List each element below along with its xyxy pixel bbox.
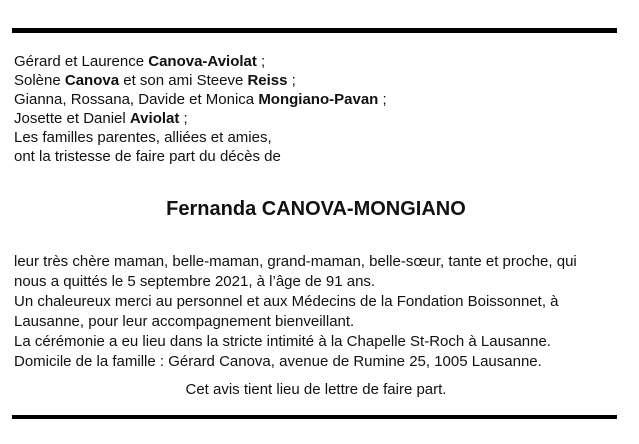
intro-line-text: ; bbox=[287, 72, 296, 89]
notice-body bbox=[14, 252, 622, 372]
intro-line bbox=[14, 71, 618, 90]
body-line: leur très chère maman, belle-maman, grand-maman, belle-sœur, tante et proche, qui bbox=[14, 253, 577, 270]
family-surname: Canova bbox=[64, 72, 120, 89]
body-line: Un chaleureux merci au personnel et aux Médecins de la Fondation Boissonnet, à bbox=[14, 293, 559, 310]
top-rule bbox=[12, 28, 617, 33]
body-line: Lausanne, pour leur accompagnement bienveillant. bbox=[14, 313, 355, 330]
bottom-rule bbox=[12, 415, 617, 419]
intro-line-text: ont la tristesse de faire part du décès de bbox=[14, 148, 281, 165]
intro-line bbox=[14, 90, 618, 109]
intro-line-text: ; bbox=[179, 110, 188, 127]
family-surname: Mongiano-Pavan bbox=[258, 91, 379, 108]
intro-line-text: ; bbox=[378, 91, 387, 108]
intro-line bbox=[14, 109, 618, 128]
closing-line: Cet avis tient lieu de lettre de faire part. bbox=[185, 381, 447, 398]
body-line: Domicile de la famille : Gérard Canova, avenue de Rumine 25, 1005 Lausanne. bbox=[14, 353, 542, 370]
family-intro bbox=[14, 52, 618, 166]
body-line: La cérémonie a eu lieu dans la stricte intimité à la Chapelle St-Roch à Lausanne. bbox=[14, 333, 551, 350]
intro-line-text: Solène bbox=[14, 72, 65, 89]
intro-line-text: Gérard et Laurence bbox=[14, 53, 149, 70]
body-line: nous a quittés le 5 septembre 2021, à l’âge de 91 ans. bbox=[14, 273, 376, 290]
intro-line-text: Josette et Daniel bbox=[14, 110, 130, 127]
intro-line-text: Gianna, Rossana, Davide et Monica bbox=[14, 91, 259, 108]
intro-line-text: Les familles parentes, alliées et amies, bbox=[14, 129, 272, 146]
intro-line bbox=[14, 147, 618, 166]
intro-line bbox=[14, 128, 618, 147]
family-surname: Aviolat bbox=[129, 110, 180, 127]
family-surname: Canova-Aviolat bbox=[148, 53, 257, 70]
family-surname: Reiss bbox=[247, 72, 288, 89]
intro-line-text: ; bbox=[256, 53, 266, 70]
intro-line-text: et son ami Steeve bbox=[119, 72, 248, 89]
deceased-name: Fernanda CANOVA-MONGIANO bbox=[166, 198, 466, 220]
intro-line bbox=[14, 52, 618, 71]
